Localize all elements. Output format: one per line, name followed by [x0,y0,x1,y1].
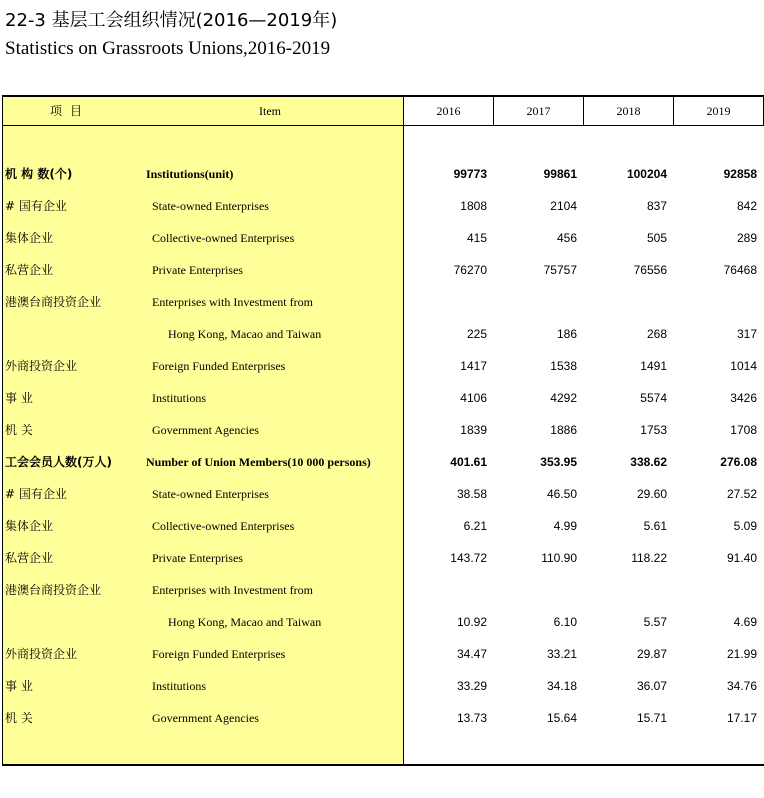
row-label-english: Hong Kong, Macao and Taiwan [168,327,322,341]
value-2016: 99773 [453,167,487,181]
value-2017: 34.18 [546,679,577,693]
value-2019: 4.69 [733,615,757,629]
table-row [0,574,764,606]
row-label-chinese: 机 构 数(个) [5,167,73,181]
value-2019: 842 [736,199,757,213]
row-label-english: Foreign Funded Enterprises [152,359,286,373]
header-item-english: Item [259,104,281,118]
value-2016 [407,574,487,606]
value-2016: 33.29 [456,679,487,693]
value-2018 [587,574,667,606]
value-2017: 75757 [543,263,577,277]
value-2019: 17.17 [726,711,757,725]
table-row [0,510,764,542]
value-2018: 837 [646,199,667,213]
value-2018: 1491 [640,359,667,373]
row-label-chinese: 事 业 [5,679,33,693]
row-label-chinese: 集体企业 [5,231,54,245]
row-label-english: Private Enterprises [152,263,243,277]
value-2018: 505 [646,231,667,245]
header-year-2018: 2018 [616,104,641,118]
value-2019: 317 [736,327,757,341]
header-rule [2,125,764,126]
row-label-chinese: 集体企业 [5,519,54,533]
value-2016: 6.21 [463,519,487,533]
row-label-chinese: 私营企业 [5,263,54,277]
table-row [0,670,764,702]
table-row [0,190,764,222]
value-2017: 33.21 [546,647,577,661]
value-2017: 6.10 [553,615,577,629]
value-2017: 456 [556,231,577,245]
value-2019: 91.40 [726,551,757,565]
value-2017: 4292 [550,391,577,405]
value-2016: 76270 [453,263,487,277]
value-2017: 46.50 [546,487,577,501]
row-label-chinese: 港澳台商投资企业 [5,583,102,597]
value-2017: 15.64 [546,711,577,725]
table-title-chinese: 22-3 基层工会组织情况(2016—2019年) [5,10,338,31]
table-row [0,638,764,670]
row-label-english: Government Agencies [152,711,259,725]
value-2018: 1753 [640,423,667,437]
table-row [0,606,764,638]
value-2018: 76556 [633,263,667,277]
table-body [0,158,764,734]
value-2018: 36.07 [636,679,667,693]
value-2016: 1839 [460,423,487,437]
row-label-chinese: 机 关 [5,423,33,437]
row-label-english: Collective-owned Enterprises [152,231,295,245]
value-2018: 5574 [640,391,667,405]
row-label-english: State-owned Enterprises [152,487,269,501]
value-2017: 1538 [550,359,577,373]
table-row [0,702,764,734]
row-label-english: Enterprises with Investment from [152,583,313,597]
header-item-chinese: 项目 [49,104,90,118]
value-2019: 92858 [723,167,757,181]
row-label-chinese: 机 关 [5,711,33,725]
value-2016: 4106 [460,391,487,405]
row-label-english: Institutions [152,679,207,693]
table-row [0,286,764,318]
value-2018: 15.71 [636,711,667,725]
value-2017: 110.90 [541,551,577,565]
value-2016: 1808 [460,199,487,213]
table-title-english: Statistics on Grassroots Unions,2016-2019 [5,38,331,59]
value-2019: 1014 [730,359,757,373]
table-row [0,222,764,254]
value-2016: 13.73 [456,711,487,725]
row-label-english: Number of Union Members(10 000 persons) [146,455,371,469]
row-label-chinese: 私营企业 [5,551,54,565]
value-2016 [407,286,487,318]
value-2018: 100204 [626,167,667,181]
value-2019: 3426 [730,391,757,405]
value-2017: 2104 [550,199,577,213]
value-2018 [587,286,667,318]
value-2016: 1417 [460,359,487,373]
row-label-english: Collective-owned Enterprises [152,519,295,533]
value-2017 [497,286,577,318]
value-2019: 27.52 [726,487,757,501]
row-label-chinese: 外商投资企业 [5,359,78,373]
value-2019 [677,286,757,318]
value-2018: 29.60 [636,487,667,501]
header-year-2016: 2016 [436,104,461,118]
value-2019: 1708 [730,423,757,437]
value-2019: 76468 [723,263,757,277]
table-row [0,542,764,574]
row-label-chinese: 外商投资企业 [5,647,78,661]
value-2017: 1886 [550,423,577,437]
header-year-2019: 2019 [706,104,731,118]
value-2017: 99861 [543,167,577,181]
row-label-chinese: # 国有企业 [5,487,67,501]
value-2016: 38.58 [456,487,487,501]
value-2019 [677,574,757,606]
value-2016: 415 [466,231,487,245]
value-2018: 5.61 [643,519,667,533]
table-row [0,478,764,510]
value-2017: 353.95 [540,455,577,469]
value-2016: 143.72 [450,551,487,565]
table-row [0,158,764,190]
row-label-chinese: 事 业 [5,391,33,405]
row-label-english: Institutions(unit) [146,167,234,181]
value-2018: 268 [646,327,667,341]
value-2017: 4.99 [553,519,577,533]
row-label-english: Hong Kong, Macao and Taiwan [168,615,322,629]
value-2016: 401.61 [450,455,487,469]
value-2016: 10.92 [456,615,487,629]
bottom-rule [2,764,764,766]
table-row [0,350,764,382]
row-label-english: Government Agencies [152,423,259,437]
table-row [0,254,764,286]
value-2019: 34.76 [726,679,757,693]
row-label-english: Foreign Funded Enterprises [152,647,286,661]
table-row [0,414,764,446]
value-2016: 225 [466,327,487,341]
table-row [0,382,764,414]
value-2018: 5.57 [643,615,667,629]
row-label-english: Institutions [152,391,207,405]
value-2019: 276.08 [720,455,757,469]
value-2017 [497,574,577,606]
row-label-english: Enterprises with Investment from [152,295,313,309]
row-label-chinese: 工会会员人数(万人) [5,455,112,469]
value-2017: 186 [556,327,577,341]
row-label-english: State-owned Enterprises [152,199,269,213]
value-2019: 5.09 [733,519,757,533]
row-label-chinese: # 国有企业 [5,199,67,213]
value-2018: 338.62 [630,455,667,469]
value-2018: 29.87 [636,647,667,661]
header-year-2017: 2017 [526,104,551,118]
table-row [0,446,764,478]
table-row [0,318,764,350]
row-label-english: Private Enterprises [152,551,243,565]
value-2016: 34.47 [456,647,487,661]
value-2018: 118.22 [631,551,667,565]
row-label-chinese: 港澳台商投资企业 [5,295,102,309]
value-2019: 289 [736,231,757,245]
value-2019: 21.99 [726,647,757,661]
